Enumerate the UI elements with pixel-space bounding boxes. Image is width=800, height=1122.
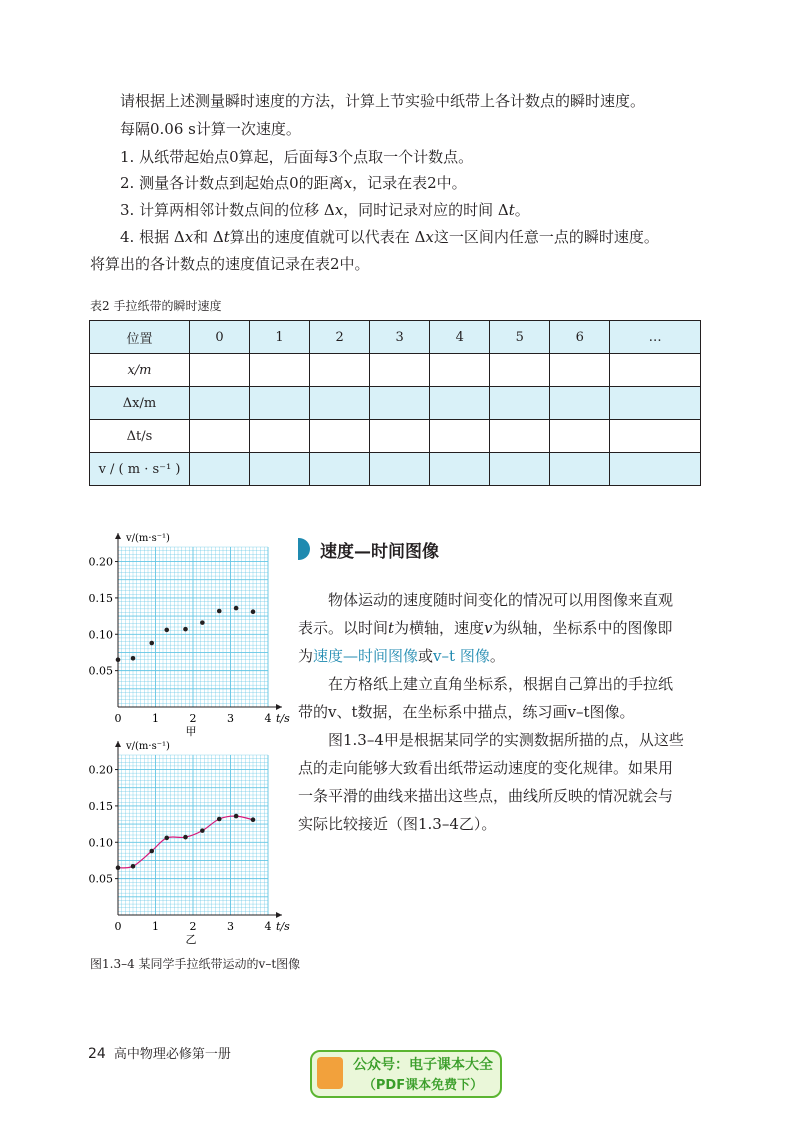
x-axis-label: t/s xyxy=(276,920,290,933)
term-vt-short: v–t 图像 xyxy=(433,647,490,665)
table-caption: 表2 手拉纸带的瞬时速度 xyxy=(90,299,222,313)
table-header-cell: … xyxy=(610,321,701,354)
watermark-line2: （PDF课本免费下） xyxy=(362,1078,484,1093)
y-axis-label: v/(m·s⁻¹) xyxy=(126,741,170,752)
y-axis-arrow-icon xyxy=(115,741,121,747)
step-3: 3. 计算两相邻计数点间的位移 Δx，同时记录对应的时间 Δt。 xyxy=(120,201,530,219)
data-point xyxy=(200,620,205,625)
chart-title: 乙 xyxy=(185,933,197,946)
page-number: 24 xyxy=(88,1046,106,1062)
row-label: Δt/s xyxy=(90,420,190,453)
y-tick-label: 0.10 xyxy=(88,628,113,642)
section-para-line: 在方格纸上建立直角坐标系，根据自己算出的手拉纸 xyxy=(328,675,674,693)
table-header-cell: 1 xyxy=(250,321,310,354)
step-4-continued: 将算出的各计数点的速度值记录在表2中。 xyxy=(90,255,370,273)
paragraph-intro: 请根据上述测量瞬时速度的方法，计算上节实验中纸带上各计数点的瞬时速度。 xyxy=(120,92,646,110)
data-point xyxy=(149,641,154,646)
section-para-line: 实际比较接近（图1.3–4乙）。 xyxy=(298,815,497,833)
data-point xyxy=(217,609,222,614)
row-label: v / ( m · s⁻¹ ) xyxy=(90,453,190,486)
vt-curve-chart-yi xyxy=(80,738,290,948)
x-tick-label: 4 xyxy=(264,712,272,725)
table-row xyxy=(90,453,701,486)
table-header-cell: 5 xyxy=(490,321,550,354)
paragraph-interval: 每隔0.06 s计算一次速度。 xyxy=(120,120,301,138)
data-point xyxy=(251,817,256,822)
section-marker-icon xyxy=(298,538,310,560)
data-point xyxy=(116,657,121,662)
y-tick-label: 0.05 xyxy=(88,872,113,886)
x-tick-label: 2 xyxy=(189,712,197,725)
data-point xyxy=(149,849,154,854)
x-tick-label: 3 xyxy=(227,712,234,725)
table-header-cell: 位置 xyxy=(90,321,190,354)
data-point xyxy=(116,865,121,870)
data-point xyxy=(164,628,169,633)
section-para-line: 点的走向能够大致看出纸带运动速度的变化规律。如果用 xyxy=(298,759,674,777)
page-footer xyxy=(88,1043,231,1062)
y-axis-label: v/(m·s⁻¹) xyxy=(126,533,170,544)
velocity-table xyxy=(89,320,701,486)
y-tick-label: 0.10 xyxy=(88,836,113,850)
data-point xyxy=(183,835,188,840)
y-tick-label: 0.20 xyxy=(88,763,113,777)
y-axis-arrow-icon xyxy=(115,533,121,539)
table-header-cell: 2 xyxy=(310,321,370,354)
y-tick-label: 0.20 xyxy=(88,555,113,569)
table-header-cell: 6 xyxy=(550,321,610,354)
x-tick-label: 0 xyxy=(114,712,122,725)
book-title: 高中物理必修第一册 xyxy=(113,1047,231,1062)
table-header-row xyxy=(90,321,701,354)
data-point xyxy=(251,609,256,614)
watermark-line1: 公众号：电子课本大全 xyxy=(353,1057,493,1073)
table-row xyxy=(90,354,701,387)
data-point xyxy=(131,656,136,661)
table-header-cell: 4 xyxy=(430,321,490,354)
x-tick-label: 0 xyxy=(114,920,122,933)
step-4: 4. 根据 Δx和 Δt算出的速度值就可以代表在 Δx这一区间内任意一点的瞬时速度。 xyxy=(120,228,659,246)
table-header-cell: 0 xyxy=(190,321,250,354)
table-header-cell: 3 xyxy=(370,321,430,354)
table-row xyxy=(90,387,701,420)
data-point xyxy=(183,627,188,632)
section-para-line: 为速度—时间图像或v–t 图像。 xyxy=(298,647,505,665)
step-1: 1. 从纸带起始点0算起，后面每3个点取一个计数点。 xyxy=(120,148,474,166)
chart-title: 甲 xyxy=(185,725,197,738)
x-tick-label: 1 xyxy=(152,712,159,725)
data-point xyxy=(234,814,239,819)
y-tick-label: 0.15 xyxy=(88,591,113,605)
section-para-line: 图1.3–4甲是根据某同学的实测数据所描的点，从这些 xyxy=(328,731,684,749)
term-vt-graph: 速度—时间图像 xyxy=(313,647,419,665)
x-tick-label: 4 xyxy=(264,920,272,933)
section-para-line: 带的v、t数据，在坐标系中描点，练习画v–t图像。 xyxy=(298,703,635,721)
table-row xyxy=(90,420,701,453)
book-icon xyxy=(317,1057,343,1089)
data-point xyxy=(164,836,169,841)
section-para-line: 一条平滑的曲线来描出这些点，曲线所反映的情况就会与 xyxy=(298,787,674,805)
figure-caption: 图1.3–4 某同学手拉纸带运动的v–t图像 xyxy=(90,957,301,971)
row-label: x/m xyxy=(90,354,190,387)
section-para-line: 表示。以时间t为横轴，速度v为纵轴，坐标系中的图像即 xyxy=(298,619,673,637)
x-axis-label: t/s xyxy=(276,712,290,725)
data-point xyxy=(200,828,205,833)
section-title: 速度—时间图像 xyxy=(320,542,439,562)
section-para-line: 物体运动的速度随时间变化的情况可以用图像来直观 xyxy=(328,591,674,609)
watermark-badge xyxy=(310,1050,502,1098)
data-point xyxy=(217,817,222,822)
data-point xyxy=(234,606,239,611)
x-tick-label: 3 xyxy=(227,920,234,933)
data-point xyxy=(131,864,136,869)
step-2: 2. 测量各计数点到起始点0的距离x，记录在表2中。 xyxy=(120,174,467,192)
y-tick-label: 0.15 xyxy=(88,799,113,813)
x-tick-label: 2 xyxy=(189,920,197,933)
x-axis-arrow-icon xyxy=(276,704,282,710)
x-axis-arrow-icon xyxy=(276,912,282,918)
row-label: Δx/m xyxy=(90,387,190,420)
x-tick-label: 1 xyxy=(152,920,159,933)
vt-scatter-chart-jia xyxy=(80,530,290,740)
y-tick-label: 0.05 xyxy=(88,664,113,678)
